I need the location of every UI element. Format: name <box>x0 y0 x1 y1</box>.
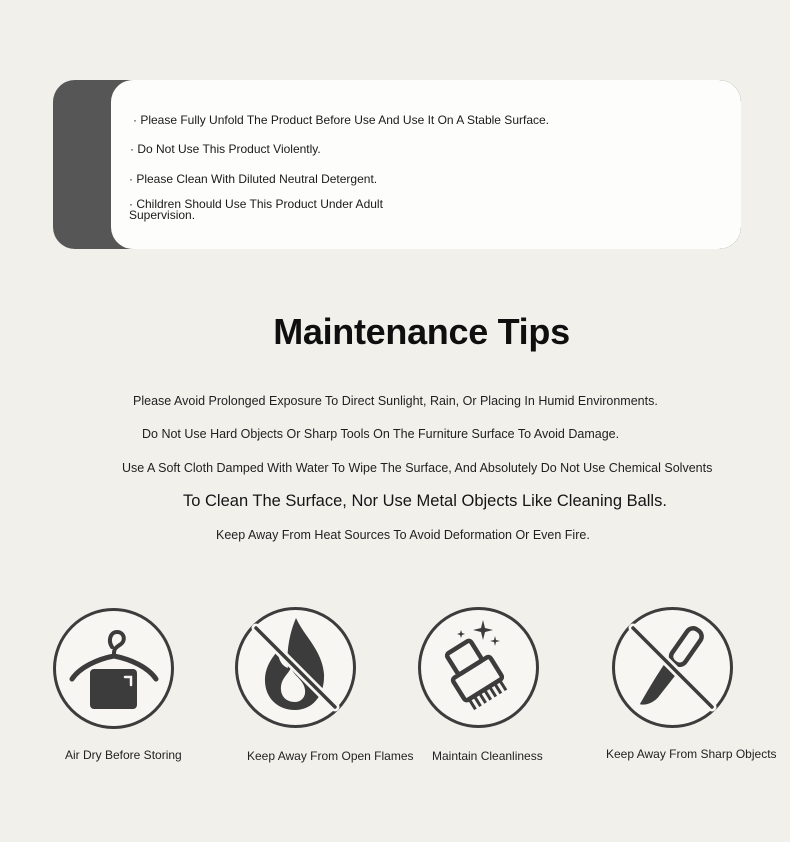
maintenance-tip: To Clean The Surface, Nor Use Metal Objects Like Cleaning Balls. <box>183 492 667 510</box>
maintenance-tip: Keep Away From Heat Sources To Avoid Deformation Or Even Fire. <box>216 528 590 542</box>
icon-label: Keep Away From Open Flames <box>247 749 414 763</box>
icon-label: Keep Away From Sharp Objects <box>606 747 777 761</box>
icon-label: Air Dry Before Storing <box>65 748 182 762</box>
warm-reminder-panel <box>53 80 741 249</box>
reminder-item: · Children Should Use This Product Under Adult Supervision. <box>129 197 383 222</box>
warm-reminder-body <box>111 80 741 249</box>
no-knife-icon <box>612 607 733 728</box>
maintenance-tip: Please Avoid Prolonged Exposure To Direct Sunlight, Rain, Or Placing In Humid Environments. <box>133 394 658 408</box>
reminder-item: · Please Fully Unfold The Product Before Use And Use It On A Stable Surface. <box>133 113 549 127</box>
reminder-item: · Please Clean With Diluted Neutral Detergent. <box>129 172 378 186</box>
reminder-item: · Do Not Use This Product Violently. <box>130 142 321 156</box>
maintenance-tip: Do Not Use Hard Objects Or Sharp Tools On The Furniture Surface To Avoid Damage. <box>142 427 620 441</box>
icon-label: Maintain Cleanliness <box>432 749 543 763</box>
hanging-towel-icon <box>53 608 174 729</box>
cleaning-brush-icon <box>418 607 539 728</box>
maintenance-tip: Use A Soft Cloth Damped With Water To Wipe The Surface, And Absolutely Do Not Use Chemical Solvents <box>122 461 713 475</box>
maintenance-title: Maintenance Tips <box>273 311 570 352</box>
no-fire-icon <box>235 607 356 728</box>
